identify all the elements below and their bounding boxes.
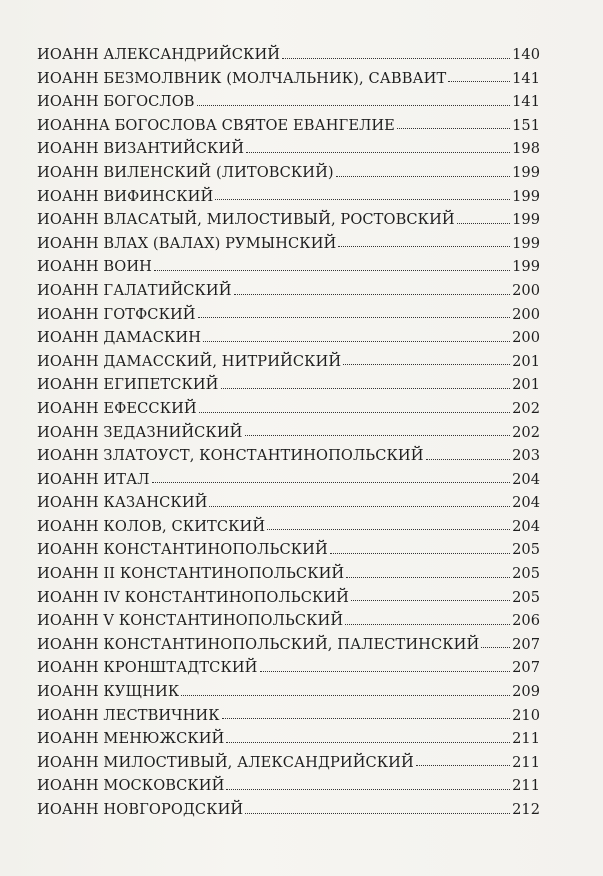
toc-entry bbox=[37, 656, 540, 680]
toc-entry bbox=[37, 303, 540, 327]
toc-dot-leader bbox=[448, 81, 510, 82]
toc-entry bbox=[37, 279, 540, 303]
toc-entry-title: ИОАНН БОГОСЛОВ bbox=[37, 93, 195, 111]
toc-entry bbox=[37, 680, 540, 704]
toc-entry bbox=[37, 421, 540, 445]
toc-entry bbox=[37, 326, 540, 350]
toc-entry-page-number: 198 bbox=[512, 140, 540, 158]
toc-entry-title: ИОАНН КУЩНИК bbox=[37, 683, 180, 701]
toc-dot-leader bbox=[209, 506, 510, 507]
toc-entry-page-number: 203 bbox=[512, 447, 540, 465]
toc-entry-title: ИОАНН ВИЛЕНСКИЙ (ЛИТОВСКИЙ) bbox=[37, 163, 334, 181]
toc-entry-title: ИОАНН ВЛАХ (ВАЛАХ) РУМЫНСКИЙ bbox=[37, 234, 337, 252]
toc-entry bbox=[37, 491, 540, 515]
toc-entry-title: ИОАНН ЕФЕССКИЙ bbox=[37, 399, 197, 417]
toc-dot-leader bbox=[267, 529, 510, 530]
toc-entry bbox=[37, 161, 540, 185]
toc-entry bbox=[37, 468, 540, 492]
toc-entry-page-number: 199 bbox=[512, 234, 540, 252]
toc-entry bbox=[37, 208, 540, 232]
toc-dot-leader bbox=[416, 765, 510, 766]
toc-dot-leader bbox=[345, 624, 510, 625]
toc-entry-page-number: 141 bbox=[512, 69, 540, 87]
toc-entry-title: ИОАНН ИТАЛ bbox=[37, 470, 150, 488]
toc-entry-page-number: 199 bbox=[512, 258, 540, 276]
toc-entry-title: ИОАНН ДАМАССКИЙ, НИТРИЙСКИЙ bbox=[37, 352, 342, 370]
toc-dot-leader bbox=[245, 813, 510, 814]
toc-entry-page-number: 205 bbox=[512, 541, 540, 559]
toc-entry bbox=[37, 114, 540, 138]
toc-entry-title: ИОАНН ГАЛАТИЙСКИЙ bbox=[37, 281, 232, 299]
toc-entry-page-number: 205 bbox=[512, 565, 540, 583]
toc-entry-title: ИОАНН ДАМАСКИН bbox=[37, 329, 202, 347]
toc-entry-title: ИОАНН КОНСТАНТИНОПОЛЬСКИЙ, ПАЛЕСТИНСКИЙ bbox=[37, 635, 480, 653]
toc-dot-leader bbox=[199, 412, 510, 413]
toc-entry-page-number: 211 bbox=[512, 753, 540, 771]
toc-dot-leader bbox=[343, 364, 510, 365]
toc-dot-leader bbox=[330, 553, 510, 554]
toc-entry-page-number: 207 bbox=[512, 659, 540, 677]
toc-entry-page-number: 204 bbox=[512, 494, 540, 512]
toc-dot-leader bbox=[351, 600, 510, 601]
toc-entry-title: ИОАНН МОСКОВСКИЙ bbox=[37, 777, 225, 795]
toc-entry-page-number: 206 bbox=[512, 612, 540, 630]
toc-entry-page-number: 140 bbox=[512, 46, 540, 63]
toc-entry bbox=[37, 562, 540, 586]
toc-entry bbox=[37, 397, 540, 421]
toc-entry-title: ИОАНН ВИФИНСКИЙ bbox=[37, 187, 214, 205]
toc-entry-title: ИОАНН МЕНЮЖСКИЙ bbox=[37, 730, 225, 748]
toc-entry bbox=[37, 704, 540, 728]
toc-dot-leader bbox=[282, 58, 510, 59]
toc-entry-title: ИОАНН II КОНСТАНТИНОПОЛЬСКИЙ bbox=[37, 565, 345, 583]
toc-entry bbox=[37, 586, 540, 610]
toc-dot-leader bbox=[181, 695, 510, 696]
toc-dot-leader bbox=[203, 341, 510, 342]
toc-entry bbox=[37, 137, 540, 161]
toc-dot-leader bbox=[221, 388, 511, 389]
toc-entry-page-number: 205 bbox=[512, 588, 540, 606]
toc-dot-leader bbox=[245, 435, 511, 436]
toc-entry-title: ИОАНН ЗЕДАЗНИЙСКИЙ bbox=[37, 423, 243, 441]
toc-entry-page-number: 200 bbox=[512, 281, 540, 299]
toc-dot-leader bbox=[397, 128, 510, 129]
toc-entry-title: ИОАНН ГОТФСКИЙ bbox=[37, 305, 196, 323]
toc-dot-leader bbox=[152, 482, 511, 483]
toc-entry bbox=[37, 185, 540, 209]
toc-entry-title: ИОАНН КАЗАНСКИЙ bbox=[37, 494, 208, 512]
toc-entry-title: ИОАНН МИЛОСТИВЫЙ, АЛЕКСАНДРИЙСКИЙ bbox=[37, 753, 414, 771]
toc-dot-leader bbox=[336, 176, 510, 177]
table-of-contents bbox=[37, 43, 540, 822]
toc-entry-page-number: 200 bbox=[512, 329, 540, 347]
toc-entry-title: ИОАНН НОВГОРОДСКИЙ bbox=[37, 801, 244, 818]
toc-entry bbox=[37, 774, 540, 798]
toc-entry-page-number: 201 bbox=[512, 352, 540, 370]
toc-entry-title: ИОАНН ВИЗАНТИЙСКИЙ bbox=[37, 140, 245, 158]
toc-entry-page-number: 204 bbox=[512, 517, 540, 535]
toc-entry-page-number: 210 bbox=[512, 706, 540, 724]
toc-entry bbox=[37, 90, 540, 114]
toc-entry bbox=[37, 43, 540, 67]
toc-dot-leader bbox=[154, 270, 510, 271]
toc-dot-leader bbox=[222, 718, 510, 719]
toc-entry-title: ИОАНН ЕГИПЕТСКИЙ bbox=[37, 376, 219, 394]
toc-entry-page-number: 199 bbox=[512, 187, 540, 205]
toc-entry bbox=[37, 67, 540, 91]
toc-dot-leader bbox=[226, 789, 510, 790]
toc-entry-page-number: 211 bbox=[512, 777, 540, 795]
toc-entry-title: ИОАНН АЛЕКСАНДРИЙСКИЙ bbox=[37, 46, 281, 63]
toc-dot-leader bbox=[457, 223, 510, 224]
toc-entry bbox=[37, 373, 540, 397]
toc-dot-leader bbox=[234, 294, 511, 295]
toc-entry bbox=[37, 515, 540, 539]
toc-entry bbox=[37, 727, 540, 751]
toc-entry bbox=[37, 798, 540, 822]
toc-entry-page-number: 141 bbox=[512, 93, 540, 111]
toc-dot-leader bbox=[260, 671, 511, 672]
toc-dot-leader bbox=[215, 199, 510, 200]
toc-entry-page-number: 202 bbox=[512, 423, 540, 441]
toc-entry-title: ИОАННА БОГОСЛОВА СВЯТОЕ ЕВАНГЕЛИЕ bbox=[37, 116, 395, 134]
toc-entry bbox=[37, 444, 540, 468]
toc-entry-title: ИОАНН ВЛАСАТЫЙ, МИЛОСТИВЫЙ, РОСТОВСКИЙ bbox=[37, 211, 455, 229]
toc-entry bbox=[37, 609, 540, 633]
toc-entry bbox=[37, 751, 540, 775]
toc-entry-title: ИОАНН КРОНШТАДТСКИЙ bbox=[37, 659, 258, 677]
toc-entry-page-number: 199 bbox=[512, 211, 540, 229]
toc-entry-title: ИОАНН БЕЗМОЛВНИК (МОЛЧАЛЬНИК), САВВАИТ bbox=[37, 69, 447, 87]
toc-dot-leader bbox=[338, 246, 510, 247]
toc-entry bbox=[37, 350, 540, 374]
toc-entry-title: ИОАНН ВОИН bbox=[37, 258, 152, 276]
toc-entry-page-number: 151 bbox=[512, 116, 540, 134]
toc-dot-leader bbox=[198, 317, 511, 318]
toc-entry bbox=[37, 255, 540, 279]
toc-entry-title: ИОАНН ЗЛАТОУСТ, КОНСТАНТИНОПОЛЬСКИЙ bbox=[37, 447, 424, 465]
toc-entry-page-number: 207 bbox=[512, 635, 540, 653]
toc-entry-title: ИОАНН КОНСТАНТИНОПОЛЬСКИЙ bbox=[37, 541, 328, 559]
toc-entry-page-number: 202 bbox=[512, 399, 540, 417]
toc-entry-page-number: 199 bbox=[512, 163, 540, 181]
toc-entry-title: ИОАНН IV КОНСТАНТИНОПОЛЬСКИЙ bbox=[37, 588, 350, 606]
toc-entry-page-number: 211 bbox=[512, 730, 540, 748]
toc-entry bbox=[37, 232, 540, 256]
toc-dot-leader bbox=[246, 152, 510, 153]
toc-dot-leader bbox=[197, 105, 511, 106]
toc-dot-leader bbox=[481, 647, 510, 648]
toc-entry-page-number: 209 bbox=[512, 683, 540, 701]
toc-dot-leader bbox=[426, 459, 511, 460]
toc-entry-page-number: 201 bbox=[512, 376, 540, 394]
toc-entry-title: ИОАНН V КОНСТАНТИНОПОЛЬСКИЙ bbox=[37, 612, 344, 630]
toc-entry bbox=[37, 633, 540, 657]
toc-entry bbox=[37, 538, 540, 562]
toc-dot-leader bbox=[226, 742, 510, 743]
toc-entry-title: ИОАНН КОЛОВ, СКИТСКИЙ bbox=[37, 517, 266, 535]
toc-dot-leader bbox=[346, 577, 510, 578]
toc-entry-title: ИОАНН ЛЕСТВИЧНИК bbox=[37, 706, 220, 724]
toc-entry-page-number: 204 bbox=[512, 470, 540, 488]
toc-entry-page-number: 200 bbox=[512, 305, 540, 323]
toc-entry-page-number: 212 bbox=[512, 801, 540, 818]
